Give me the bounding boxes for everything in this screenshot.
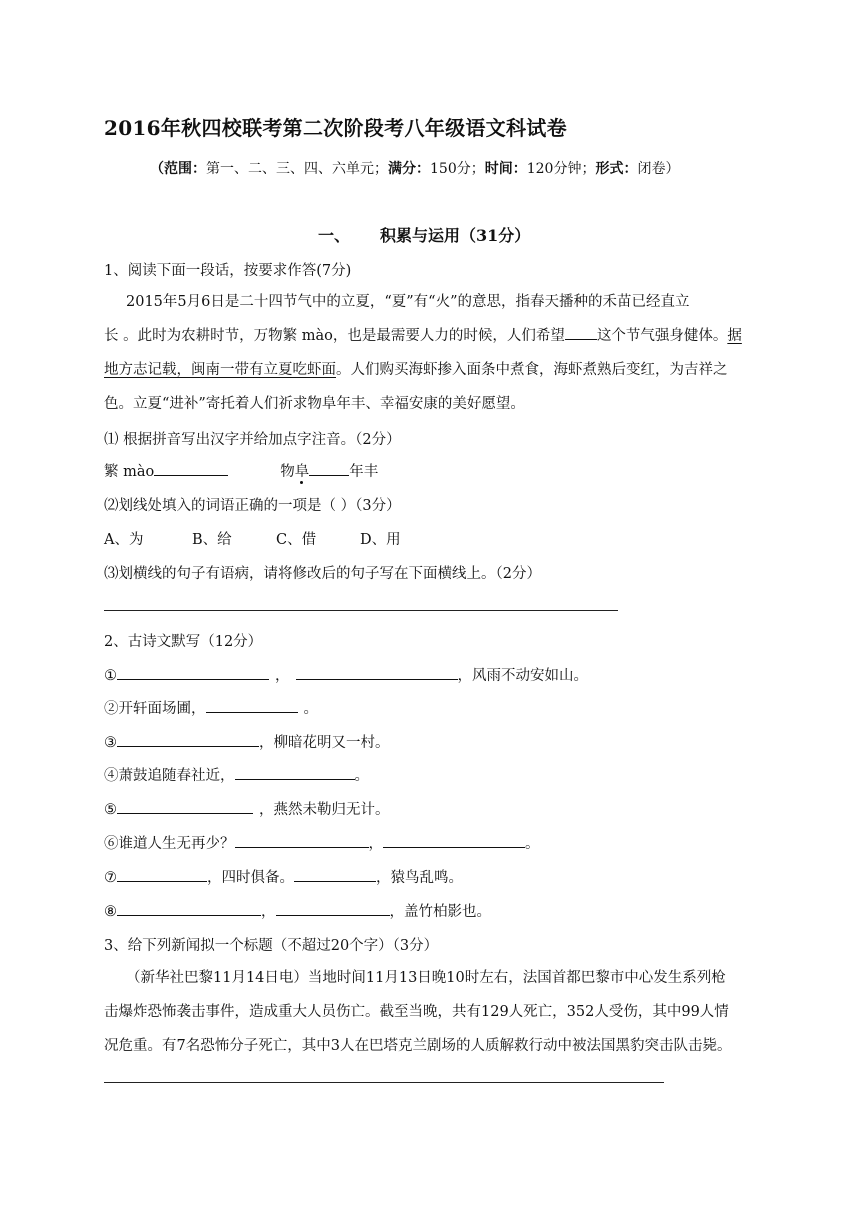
q1-line2-text: 长 。此时为农耕时节，万物繁 mào，也是最需要人力的时候，人们希望 — [104, 328, 565, 344]
poem-blank[interactable] — [383, 833, 525, 848]
q3-news-line1: （新华社巴黎11月14日电）当地时间11月13日晚10时左右，法国首都巴黎市中心发生系列枪 — [126, 970, 726, 986]
q1-sub1-a-blank[interactable] — [154, 461, 228, 476]
poem-mark: ②开轩面场圃， — [104, 701, 206, 717]
q1-paragraph-line1: 2015年5月6日是二十四节气中的立夏，“夏”有“火”的意思，指春天播种的禾苗已经直立 — [126, 294, 690, 310]
q1-sub1-b-pre: 物 — [280, 464, 295, 480]
option-a[interactable]: A、为 — [104, 532, 144, 548]
poem-text: ， — [368, 836, 383, 852]
q1-paragraph-line2 — [104, 319, 742, 353]
exam-subtitle — [150, 158, 679, 178]
q1-paragraph-line4: 色。立夏“进补”寄托着人们祈求物阜年丰、幸福安康的美好愿望。 — [104, 396, 525, 412]
poem-text: 。 — [303, 701, 318, 717]
poem-text: ，盖竹柏影也。 — [389, 904, 491, 920]
poem-mark: ⑤ — [104, 802, 117, 818]
q1-sub1-a-label: 繁 mào — [104, 464, 155, 480]
poem-text: ，柳暗花明又一村。 — [259, 735, 390, 751]
range-label: 范围： — [164, 161, 206, 177]
poem-blank[interactable] — [276, 901, 390, 916]
q1-sub1: ⑴ 根据拼音写出汉字并给加点字注音。（2分） — [104, 432, 401, 448]
poem-mark: ④萧鼓追随春社近， — [104, 768, 235, 784]
range-value: 第一、二、三、四、六单元； — [206, 161, 388, 177]
poem-blank[interactable] — [117, 901, 261, 916]
time-value: 120分钟； — [526, 161, 596, 177]
poem-blank[interactable] — [117, 665, 269, 680]
poem-blank[interactable] — [206, 698, 298, 713]
poem-text: ，猿鸟乱鸣。 — [376, 870, 463, 886]
poem-blank[interactable] — [117, 867, 207, 882]
poem-item-8 — [104, 900, 491, 921]
q1-underlined-start: 据 — [727, 328, 742, 344]
section-title: 积累与运用（31分） — [380, 226, 531, 245]
poem-text: ，风雨不动安如山。 — [457, 668, 588, 684]
q1-answer-line[interactable] — [104, 610, 618, 611]
poem-item-3 — [104, 731, 390, 752]
option-b[interactable]: B、给 — [192, 532, 232, 548]
poem-mark: ⑥谁道人生无再少？ — [104, 836, 235, 852]
q1-sub1-b-dot-char: 阜 — [294, 464, 310, 480]
score-value: 150分； — [430, 161, 485, 177]
form-label: 形式： — [595, 161, 638, 177]
poem-item-5 — [104, 798, 390, 819]
poem-item-7 — [104, 866, 463, 887]
poem-blank[interactable] — [235, 765, 355, 780]
poem-text: 。 — [354, 768, 369, 784]
poem-blank[interactable] — [294, 867, 376, 882]
q1-options — [104, 528, 401, 549]
q1-sub1-b-blank[interactable] — [309, 461, 349, 476]
poem-mark: ⑧ — [104, 904, 117, 920]
poem-text: ，四时俱备。 — [207, 870, 294, 886]
subtitle-open: （ — [150, 161, 164, 177]
q3-heading: 3、给下列新闻拟一个标题（不超过20个字）（3分） — [104, 938, 439, 954]
q1-underlined-sentence: 地方志记载，闽南一带有立夏吃虾面 — [104, 362, 336, 378]
poem-mark: ① — [104, 668, 117, 684]
poem-text: 。 — [525, 836, 540, 852]
poem-blank[interactable] — [117, 732, 259, 747]
section-heading — [318, 223, 530, 246]
option-c[interactable]: C、借 — [276, 532, 317, 548]
time-label: 时间： — [484, 161, 527, 177]
q1-line3-rest: 。人们购买海虾掺入面条中煮食，海虾煮熟后变红，为吉祥之 — [336, 362, 728, 378]
section-number: 一、 — [318, 226, 351, 245]
score-label: 满分： — [388, 161, 430, 177]
poem-blank[interactable] — [296, 665, 458, 680]
q1-fill-blank[interactable] — [565, 325, 597, 340]
q1-sub2: ⑵划线处填入的词语正确的一项是（ ）（3分） — [104, 498, 401, 514]
poem-text: ， — [261, 904, 276, 920]
poem-item-2 — [104, 697, 318, 718]
poem-mark: ③ — [104, 735, 117, 751]
poem-item-4 — [104, 764, 369, 785]
poem-mark: ⑦ — [104, 870, 117, 886]
poem-blank[interactable] — [235, 833, 369, 848]
q3-news-line2: 击爆炸恐怖袭击事件，造成重大人员伤亡。截至当晚，共有129人死亡，352人受伤，其中99人情 — [104, 1004, 729, 1020]
poem-item-6 — [104, 832, 540, 853]
q1-paragraph-line3 — [104, 353, 728, 387]
option-d[interactable]: D、用 — [360, 532, 401, 548]
q1-sub1-answers — [104, 460, 378, 481]
q1-sub1-b-post: 年丰 — [349, 464, 379, 480]
q1-heading: 1、阅读下面一段话，按要求作答(7分) — [104, 263, 352, 279]
poem-text: ，燕然未勒归无计。 — [259, 802, 390, 818]
q3-news-line3: 况危重。有7名恐怖分子死亡，其中3人在巴塔克兰剧场的人质解救行动中被法国黑豹突击队击毙。 — [104, 1038, 732, 1054]
poem-blank[interactable] — [117, 799, 253, 814]
q2-heading: 2、古诗文默写（12分） — [104, 634, 263, 650]
poem-text: ， — [275, 668, 290, 684]
q1-line2-after: 这个节气强身健体。 — [596, 328, 728, 344]
exam-title: 2016年秋四校联考第二次阶段考八年级语文科试卷 — [104, 116, 567, 140]
poem-item-1 — [104, 664, 588, 685]
q1-sub3: ⑶划横线的句子有语病，请将修改后的句子写在下面横线上。（2分） — [104, 566, 541, 582]
q3-answer-line[interactable] — [104, 1082, 664, 1083]
form-value: 闭卷） — [637, 161, 680, 177]
